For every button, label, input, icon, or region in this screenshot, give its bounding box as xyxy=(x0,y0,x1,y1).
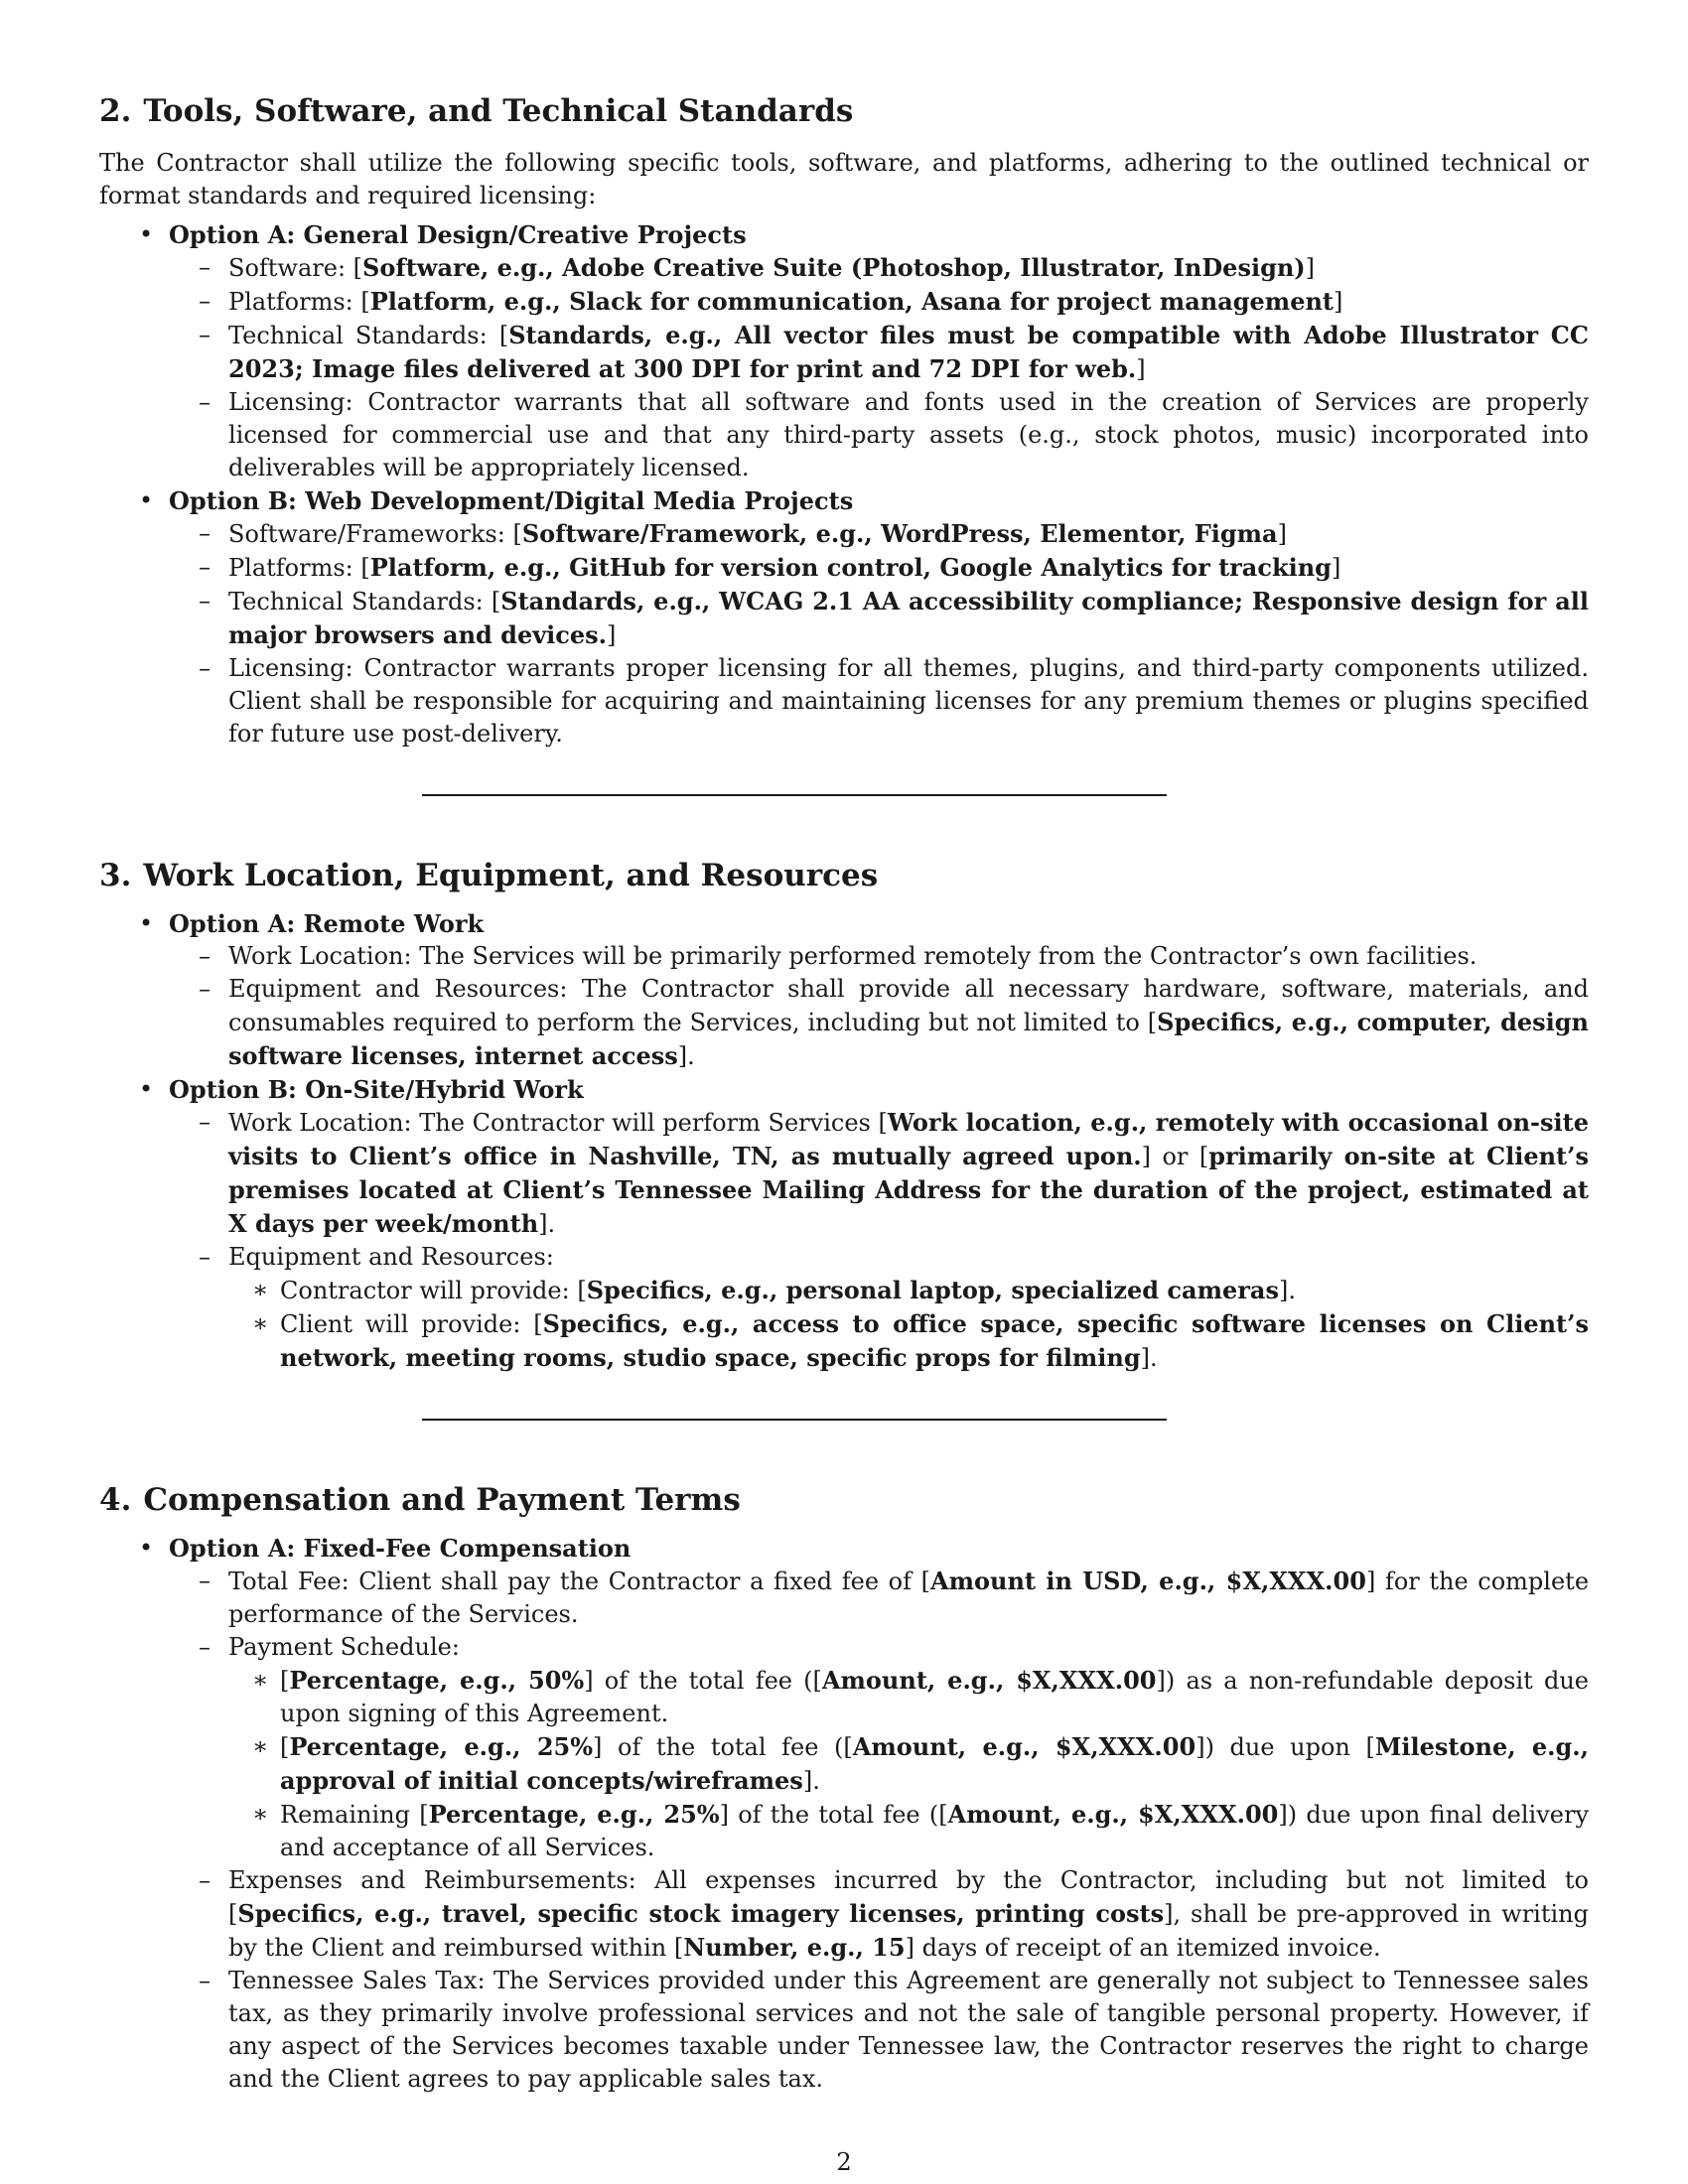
section-title: Compensation and Payment Terms xyxy=(143,1482,741,1518)
item-text: Remaining xyxy=(280,1801,420,1829)
section-3-heading xyxy=(99,856,1589,895)
section-number: 3. xyxy=(99,858,132,893)
licensing-text: Licensing: Contractor warrants that all software and fonts used in the creation of Services are properly licensed for commercial use and that any third-party assets (e.g., stock photos, music) incorporated into deliverables will be appropriately licensed. xyxy=(228,388,1589,481)
option-title: Option A: Fixed-Fee Compensation xyxy=(169,1534,632,1563)
placeholder-value: Percentage, e.g., 50% xyxy=(289,1666,585,1695)
platforms-item: – Platforms: [Platform, e.g., Slack for communication, Asana for project management] xyxy=(199,287,1343,316)
dash-icon: – xyxy=(199,388,211,416)
item-label: Platforms: xyxy=(228,554,361,582)
placeholder-value: Specifics, e.g., computer, design software licenses, internet access xyxy=(228,1008,1589,1070)
software-item: – Software/Frameworks: [Software/Framework, e.g., WordPress, Elementor, Figma] xyxy=(199,519,1287,548)
option-a-item xyxy=(99,907,1589,1073)
dash-icon: – xyxy=(199,287,211,315)
item-text: for the complete performance of the Services. xyxy=(228,1568,1590,1628)
dash-icon: – xyxy=(199,942,211,970)
payment-installment: ∗ [Percentage, e.g., 50%] of the total fee ([Amount, e.g., $X,XXX.00]) as a non-refundable deposit due upon signing of this Agreement. xyxy=(252,1666,1590,1727)
location-text: Work Location: The Services will be primarily performed remotely from the Contractor’s own facilities. xyxy=(228,942,1477,970)
placeholder-value: Amount, e.g., $X,XXX.00 xyxy=(821,1666,1157,1695)
placeholder-value: Platform, e.g., GitHub for version control, Google Analytics for tracking xyxy=(369,553,1332,582)
equipment-item xyxy=(169,1241,1589,1375)
platforms-item: – Platforms: [Platform, e.g., GitHub for version control, Google Analytics for tracking] xyxy=(199,553,1341,582)
location-item: – Work Location: The Contractor will perform Services [Work location, e.g., remotely with occasional on-site visits to Client’s office in Nashville, TN, as mutually agreed upon.] or [primarily on-site at Client’s premises located at Client’s Tennessee Mailing Address for the duration of the project, estimated at X days per week/month]. xyxy=(199,1108,1589,1238)
option-a-item xyxy=(99,1532,1589,2096)
dash-icon: – xyxy=(199,1567,211,1594)
dash-icon: – xyxy=(199,321,211,348)
dash-icon: – xyxy=(199,519,211,547)
expenses-item: – Expenses and Reimbursements: All expenses incurred by the Contractor, including but not limited to [Specifics, e.g., travel, specific stock imagery licenses, printing costs], shall be pre-approved in writing by the Client and reimbursed within [Number, e.g., 15] days of receipt of an itemized invoice. xyxy=(199,1866,1590,1962)
item-text: Expenses and Reimbursements: All expenses incurred by the Contractor, including but not limited to xyxy=(228,1866,1589,1894)
bullet-icon: • xyxy=(139,486,154,514)
section-number: 4. xyxy=(99,1482,132,1518)
document-page xyxy=(99,91,1589,2096)
dash-icon: – xyxy=(199,975,211,1003)
dash-icon: – xyxy=(199,1243,211,1271)
item-text: ) as a non-refundable deposit due upon signing of this Agreement. xyxy=(280,1667,1590,1727)
licensing-item xyxy=(169,652,1589,751)
item-text: Equipment and Resources: The Contractor shall provide all necessary hardware, software, materials, and consumables required to perform the Services, including but not limited to xyxy=(228,975,1589,1036)
item-text: of the total fee ( xyxy=(602,1733,844,1761)
licensing-item xyxy=(169,386,1589,484)
placeholder-value: Specifics, e.g., access to office space, specific software licenses on Client’s network, meeting rooms, studio space, specific props for filming xyxy=(280,1309,1589,1372)
item-text: ) due upon final delivery and acceptance of all Services. xyxy=(280,1801,1589,1861)
sales-tax-item xyxy=(169,1965,1589,2096)
item-text: days of receipt of an itemized invoice. xyxy=(914,1934,1381,1962)
item-text: of the total fee ( xyxy=(593,1667,813,1695)
dash-icon: – xyxy=(199,1967,211,1994)
item-text: Client will provide: xyxy=(280,1310,534,1338)
section-title: Work Location, Equipment, and Resources xyxy=(143,858,879,893)
placeholder-value: primarily on-site at Client’s premises located at Client’s Tennessee Mailing Address for the duration of the project, estimated at X days per week/month xyxy=(228,1142,1589,1238)
contractor-provides-item: ∗ Contractor will provide: [Specifics, e.g., personal laptop, specialized cameras]. xyxy=(252,1276,1296,1304)
item-text: , shall be pre-approved in writing by the Client and reimbursed within xyxy=(228,1900,1590,1962)
client-provides-item: ∗ Client will provide: [Specifics, e.g., access to office space, specific software licenses on Client’s network, meeting rooms, studio space, specific props for filming]. xyxy=(252,1309,1589,1372)
total-fee-item: – Total Fee: Client shall pay the Contractor a fixed fee of [Amount in USD, e.g., $X,XXX.00] for the complete performance of the Services. xyxy=(199,1567,1590,1628)
placeholder-value: Amount, e.g., $X,XXX.00 xyxy=(852,1732,1196,1761)
placeholder-value: Platform, e.g., Slack for communication, Asana for project management xyxy=(369,287,1335,316)
item-text: Work Location: The Contractor will perform Services xyxy=(228,1109,879,1137)
location-item xyxy=(169,940,1589,973)
item-text: Total Fee: Client shall pay the Contractor a fixed fee of xyxy=(228,1568,921,1595)
section-divider xyxy=(422,1419,1167,1421)
sales-tax-text: Tennessee Sales Tax: The Services provided under this Agreement are generally not subject to Tennessee sales tax, as they primarily involve professional services and not the sale of tangible personal property. However, if any aspect of the Services becomes taxable under Tennessee law, the Contractor reserves the right to charge and the Client agrees to pay applicable sales tax. xyxy=(228,1967,1589,2093)
item-label: Software/Frameworks: xyxy=(228,520,513,548)
placeholder-value: Software/Framework, e.g., WordPress, Elementor, Figma xyxy=(521,519,1278,548)
asterisk-icon: ∗ xyxy=(252,1309,269,1337)
placeholder-value: Number, e.g., 15 xyxy=(683,1933,906,1962)
section-4-heading xyxy=(99,1480,1589,1520)
equipment-item: – Equipment and Resources: The Contractor shall provide all necessary hardware, software, materials, and consumables required to perform the Services, including but not limited to [Specifics, e.g., computer, design software licenses, internet access]. xyxy=(199,975,1589,1070)
section-2-options xyxy=(99,218,1589,751)
payment-installment: ∗ [Percentage, e.g., 25%] of the total fee ([Amount, e.g., $X,XXX.00]) due upon [Milestone, e.g., approval of initial concepts/wireframes]. xyxy=(252,1732,1590,1795)
placeholder-value: Specifics, e.g., travel, specific stock imagery licenses, printing costs xyxy=(237,1899,1165,1928)
placeholder-value: Specifics, e.g., personal laptop, specialized cameras xyxy=(586,1276,1279,1304)
bullet-icon: • xyxy=(139,1075,154,1103)
bullet-icon: • xyxy=(139,220,154,248)
placeholder-value: Standards, e.g., All vector files must be compatible with Adobe Illustrator CC 2023; Image files delivered at 300 DPI for print and 72 DPI for web. xyxy=(228,321,1590,383)
item-text: Contractor will provide: xyxy=(280,1277,578,1304)
section-2-heading xyxy=(99,91,1589,131)
standards-item: – Technical Standards: [Standards, e.g., WCAG 2.1 AA accessibility compliance; Responsive design for all major browsers and devices.] xyxy=(199,587,1589,649)
item-text: ) due upon xyxy=(1204,1733,1366,1761)
bullet-icon: • xyxy=(139,1534,154,1562)
software-item: – Software: [Software, e.g., Adobe Creative Suite (Photoshop, Illustrator, InDesign)] xyxy=(199,253,1316,282)
page-number: 2 xyxy=(836,2148,852,2176)
section-3-options xyxy=(99,907,1589,1375)
item-label: Software: xyxy=(228,254,353,282)
section-title: Tools, Software, and Technical Standards xyxy=(143,93,854,129)
placeholder-value: Percentage, e.g., 25% xyxy=(428,1800,720,1829)
section-4-options xyxy=(99,1532,1589,2096)
option-b-item xyxy=(99,484,1589,751)
licensing-text: Licensing: Contractor warrants proper licensing for all themes, plugins, and third-party components utilized. Client shall be responsible for acquiring and maintaining licenses for any premium themes or plugins specified for future use post-delivery. xyxy=(228,654,1589,748)
dash-icon: – xyxy=(199,1633,211,1661)
standards-item: – Technical Standards: [Standards, e.g., All vector files must be compatible with Adobe Illustrator CC 2023; Image files delivered at 300 DPI for print and 72 DPI for web.] xyxy=(199,321,1590,383)
placeholder-value: Work location, e.g., remotely with occasional on-site visits to Client’s office in Nashville, TN, as mutually agreed upon. xyxy=(228,1108,1589,1170)
dash-icon: – xyxy=(199,587,211,614)
dash-icon: – xyxy=(199,553,211,581)
placeholder-value: Amount, e.g., $X,XXX.00 xyxy=(947,1800,1279,1829)
item-label: Platforms: xyxy=(228,288,361,316)
asterisk-icon: ∗ xyxy=(252,1800,269,1828)
option-title: Option B: Web Development/Digital Media Projects xyxy=(169,486,854,515)
asterisk-icon: ∗ xyxy=(252,1666,269,1694)
section-divider xyxy=(422,794,1167,796)
option-title: Option B: On-Site/Hybrid Work xyxy=(169,1075,584,1104)
placeholder-value: Standards, e.g., WCAG 2.1 AA accessibility compliance; Responsive design for all major browsers and devices. xyxy=(228,587,1589,649)
item-label: Technical Standards: xyxy=(228,588,492,615)
placeholder-value: Software, e.g., Adobe Creative Suite (Photoshop, Illustrator, InDesign) xyxy=(362,253,1306,282)
dash-icon: – xyxy=(199,1866,211,1894)
dash-icon: – xyxy=(199,654,211,682)
placeholder-value: Amount in USD, e.g., $X,XXX.00 xyxy=(929,1567,1366,1595)
section-number: 2. xyxy=(99,93,132,129)
option-b-item xyxy=(99,1073,1589,1375)
item-label: Payment Schedule: xyxy=(228,1633,460,1661)
item-label: Equipment and Resources: xyxy=(228,1243,554,1271)
section-2-intro: The Contractor shall utilize the following specific tools, software, and platforms, adhering to the outlined technical or format standards and required licensing: xyxy=(99,149,1589,209)
option-title: Option A: Remote Work xyxy=(169,909,485,938)
payment-schedule-item xyxy=(169,1631,1589,1864)
asterisk-icon: ∗ xyxy=(252,1732,269,1760)
asterisk-icon: ∗ xyxy=(252,1276,269,1303)
item-label: Technical Standards: xyxy=(228,322,499,349)
bullet-icon: • xyxy=(139,909,154,937)
option-title: Option A: General Design/Creative Projects xyxy=(169,220,747,249)
payment-installment: ∗ Remaining [Percentage, e.g., 25%] of the total fee ([Amount, e.g., $X,XXX.00]) due upon final delivery and acceptance of all Services. xyxy=(252,1800,1589,1861)
dash-icon: – xyxy=(199,1108,211,1136)
placeholder-value: Milestone, e.g., approval of initial concepts/wireframes xyxy=(280,1732,1590,1795)
dash-icon: – xyxy=(199,253,211,281)
option-a-item xyxy=(99,218,1589,484)
placeholder-value: Percentage, e.g., 25% xyxy=(289,1732,594,1761)
item-text: or xyxy=(1151,1143,1199,1170)
item-text: of the total fee ( xyxy=(728,1801,939,1829)
